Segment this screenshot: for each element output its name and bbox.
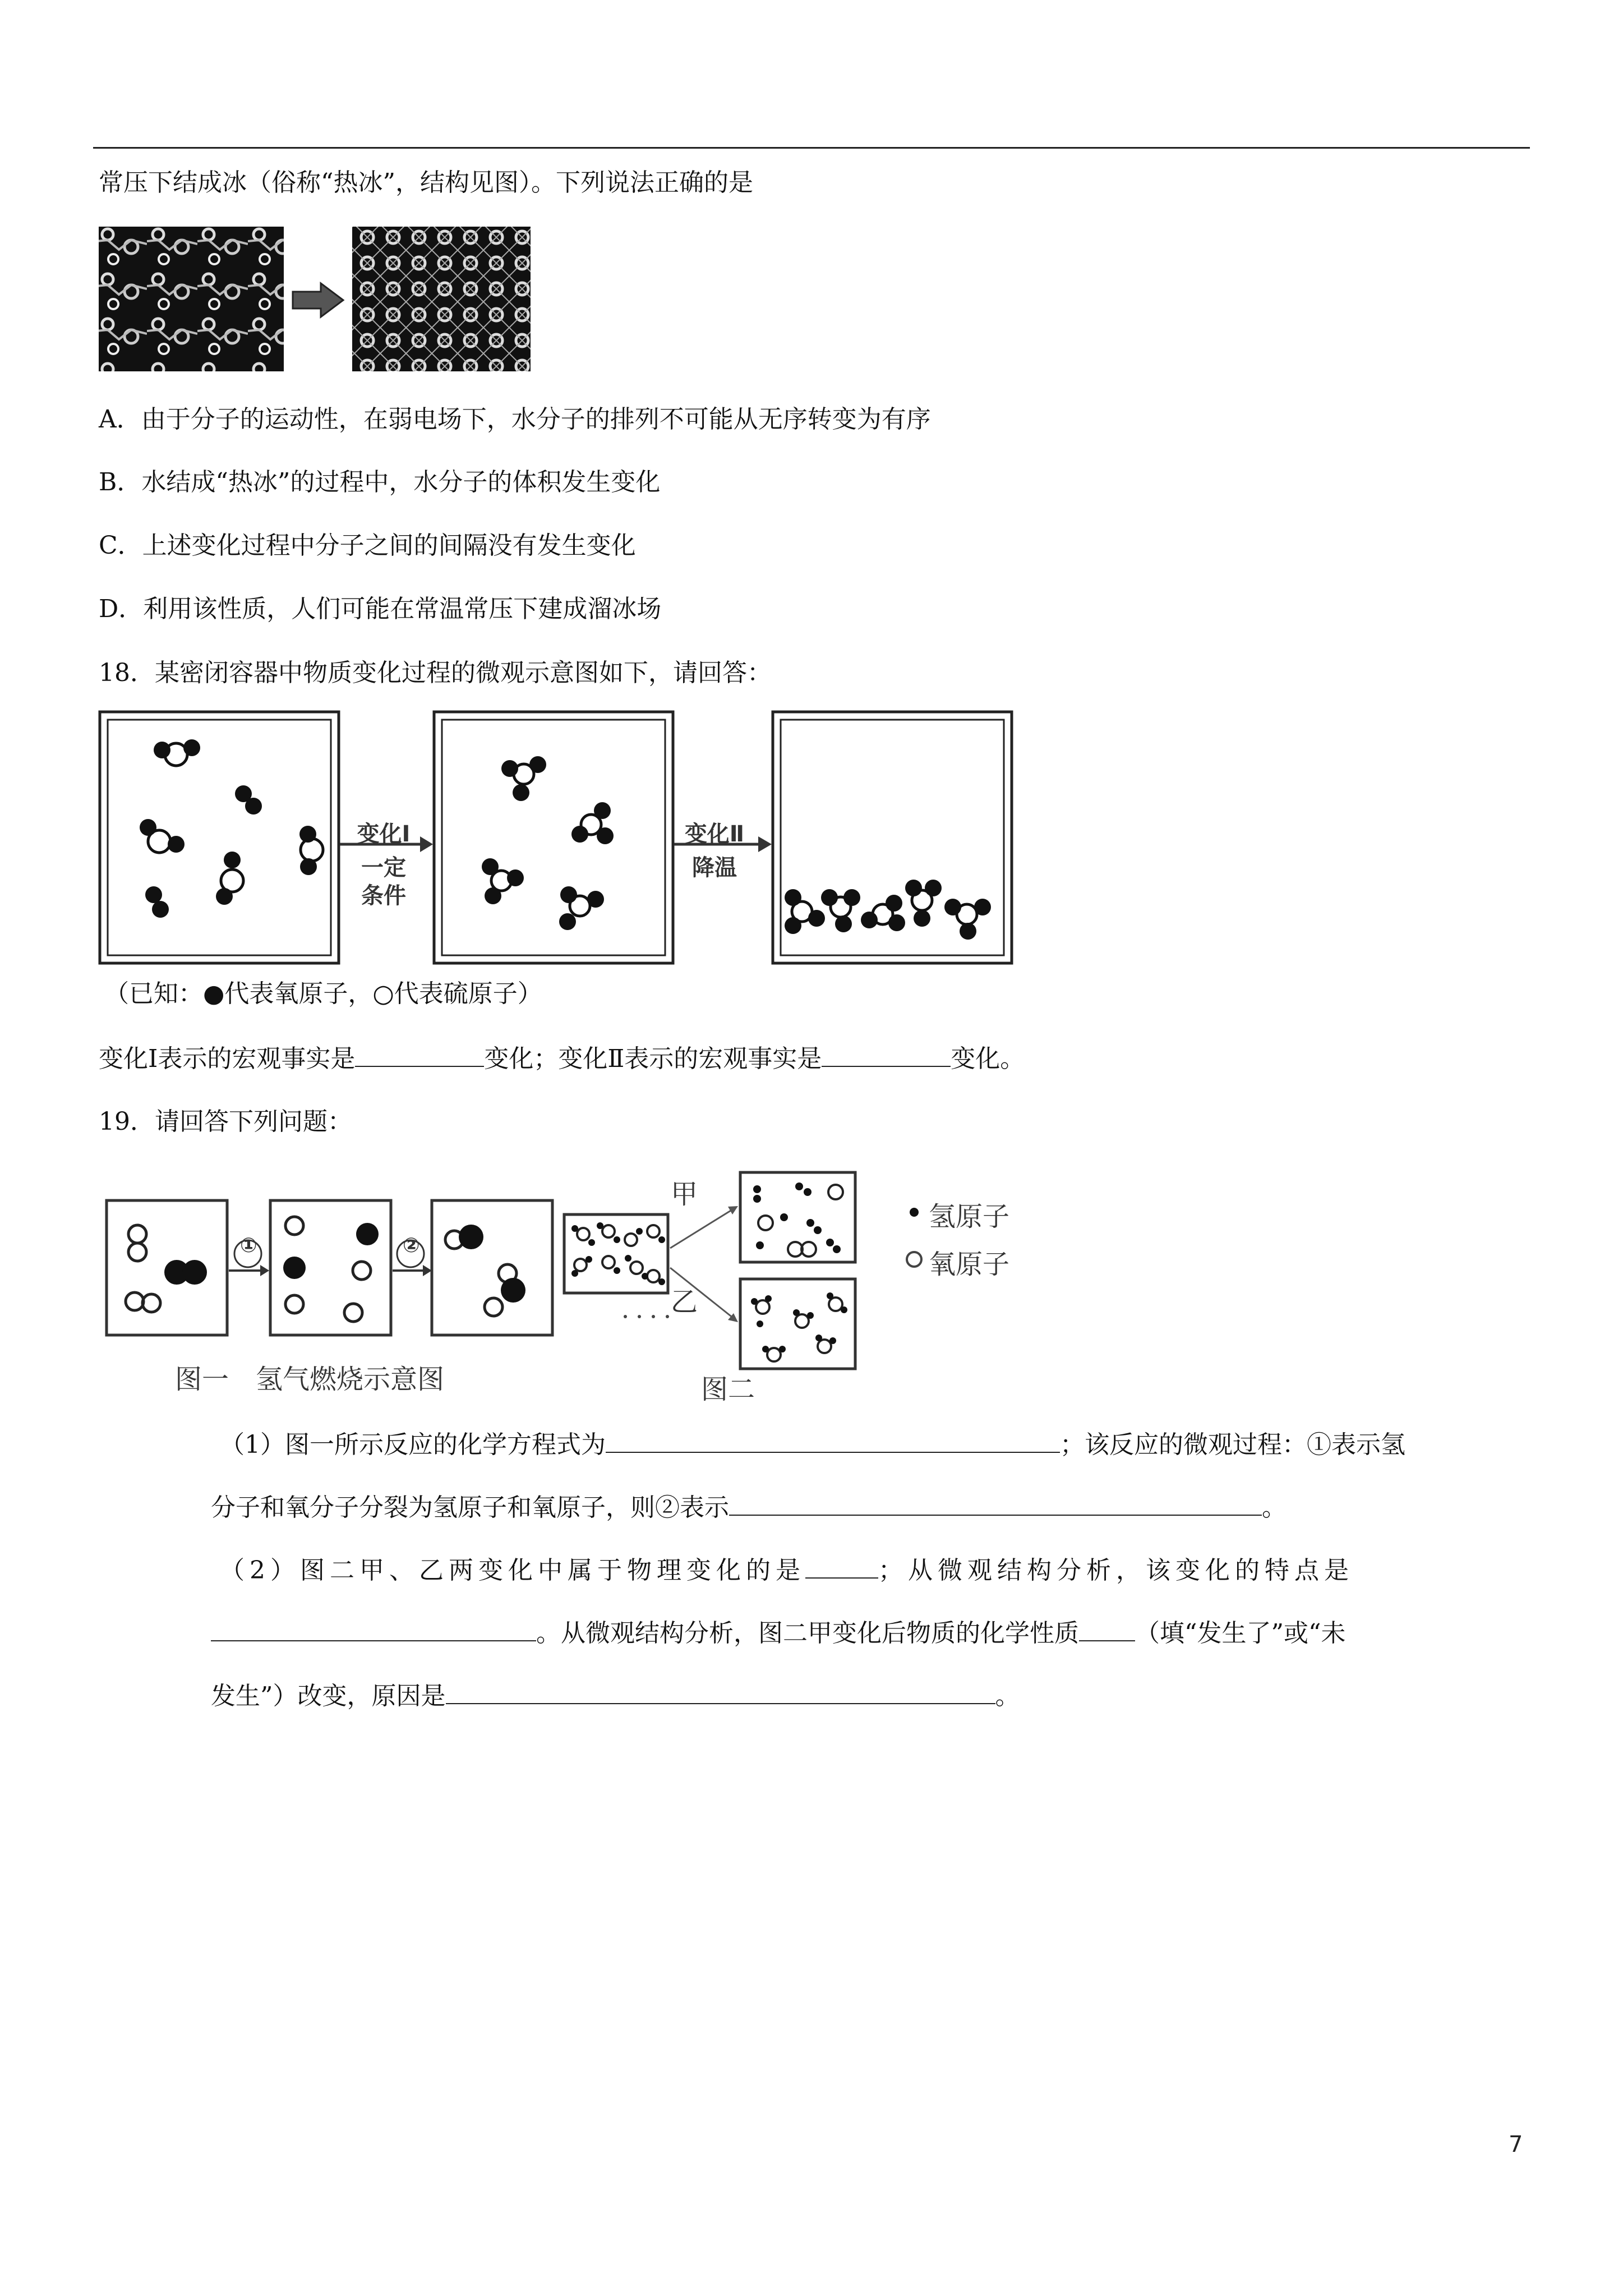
q18-blank-1[interactable] xyxy=(355,1041,484,1067)
q18-stem: 18．某密闭容器中物质变化过程的微观示意图如下，请回答： xyxy=(99,659,772,687)
arrow1-label-line2: 一定 xyxy=(361,855,406,881)
arrow1-label-line3: 条件 xyxy=(361,883,406,909)
q17-option-a: A．由于分子的运动性，在弱电场下，水分子的排列不可能从无序转变为有序 xyxy=(99,405,931,434)
q19-blank-feature[interactable] xyxy=(211,1616,536,1641)
legend-hydrogen-label: 氢原子 xyxy=(929,1201,1010,1232)
box3-molecules xyxy=(785,880,991,940)
fig2-caption: 图二 xyxy=(701,1374,755,1405)
arrow1-label xyxy=(344,820,423,910)
arrow1-label-line1: 变化Ⅰ xyxy=(357,821,411,847)
q19-blank-chemprop[interactable] xyxy=(1079,1616,1135,1641)
q19-part1-line2 xyxy=(211,1490,1287,1525)
q19-part1-line1 xyxy=(220,1427,1405,1462)
q18-note: （已知：●代表氧原子，○代表硫原子） xyxy=(104,979,542,1008)
q18-question-part1: 变化Ⅰ表示的宏观事实是 xyxy=(99,1045,356,1073)
q17-option-b: B．水结成“热冰”的过程中，水分子的体积发生变化 xyxy=(99,468,661,496)
q18-question-part2: 变化；变化Ⅱ表示的宏观事实是 xyxy=(484,1045,822,1073)
arrow2-label-line1: 变化Ⅱ xyxy=(684,821,745,847)
q19-part2-text-f: 。 xyxy=(995,1682,1020,1710)
disordered-water-image xyxy=(99,227,284,371)
arrow-to-jia xyxy=(670,1209,734,1248)
ordered-hot-ice-image xyxy=(352,227,531,371)
q19-part2-text-b: ；从微观结构分析，该变化的特点是 xyxy=(878,1556,1354,1585)
hot-ice-structure-figure xyxy=(96,224,534,376)
legend-hydrogen-dot-icon xyxy=(910,1208,919,1217)
dotted-ellipsis xyxy=(624,1315,669,1318)
transition-arrow-icon xyxy=(293,283,343,317)
q19-part2-text-c: 。从微观结构分析，图二甲变化后物质的化学性质 xyxy=(536,1619,1079,1648)
q19-part2-text-d: （填“发生了”或“未 xyxy=(1135,1619,1346,1648)
q19-part2-line3 xyxy=(211,1678,1020,1713)
q18-micro-diagram xyxy=(98,710,1017,968)
q19-part2-line2 xyxy=(211,1616,1345,1650)
step-label-2: ② xyxy=(403,1234,420,1257)
yi-box-molecules xyxy=(751,1292,847,1361)
jia-box-molecules xyxy=(753,1182,843,1257)
q17-intro: 常压下结成冰（俗称“热冰”，结构见图）。下列说法正确的是 xyxy=(99,168,753,197)
label-jia: 甲 xyxy=(671,1179,698,1210)
fig1-caption: 图一 氢气燃烧示意图 xyxy=(175,1364,445,1395)
fig2-left-molecules xyxy=(571,1222,665,1285)
q19-stem: 19．请回答下列问题： xyxy=(99,1107,352,1136)
q19-part2-line1 xyxy=(220,1553,1354,1588)
q19-part1-text-a: （1）图一所示反应的化学方程式为 xyxy=(220,1430,606,1459)
q19-blank-equation[interactable] xyxy=(606,1427,1060,1453)
legend-oxygen-label: 氧原子 xyxy=(929,1249,1010,1280)
step-label-1: ① xyxy=(240,1234,257,1257)
label-yi: 乙 xyxy=(671,1286,698,1318)
arrow2-label xyxy=(675,820,754,882)
q18-question xyxy=(99,1041,1025,1076)
header-rule xyxy=(93,147,1530,149)
legend-oxygen-circle-icon xyxy=(907,1252,921,1267)
q19-part2-text-e: 发生”）改变，原因是 xyxy=(211,1682,446,1710)
q19-blank-reason[interactable] xyxy=(446,1678,995,1704)
q18-blank-2[interactable] xyxy=(822,1041,951,1067)
q18-question-part3: 变化。 xyxy=(951,1045,1025,1073)
box1-molecules xyxy=(140,739,323,918)
q17-option-d: D．利用该性质，人们可能在常温常压下建成溜冰场 xyxy=(99,595,662,623)
box2-molecules xyxy=(482,756,614,930)
q19-part1-text-c: 分子和氧分子分裂为氢原子和氧原子，则②表示 xyxy=(211,1493,729,1522)
q17-option-c: C．上述变化过程中分子之间的间隔没有发生变化 xyxy=(99,531,636,560)
arrow2-label-line2: 降温 xyxy=(692,855,737,881)
page-number: 7 xyxy=(1509,2132,1523,2157)
q19-part1-text-d: 。 xyxy=(1262,1493,1287,1522)
q19-part2-text-a: （2）图二甲、乙两变化中属于物理变化的是 xyxy=(220,1556,805,1585)
q19-blank-physical[interactable] xyxy=(805,1553,878,1579)
q19-blank-step2[interactable] xyxy=(729,1490,1262,1516)
q19-part1-text-b: ；该反应的微观过程：①表示氢 xyxy=(1060,1430,1405,1459)
